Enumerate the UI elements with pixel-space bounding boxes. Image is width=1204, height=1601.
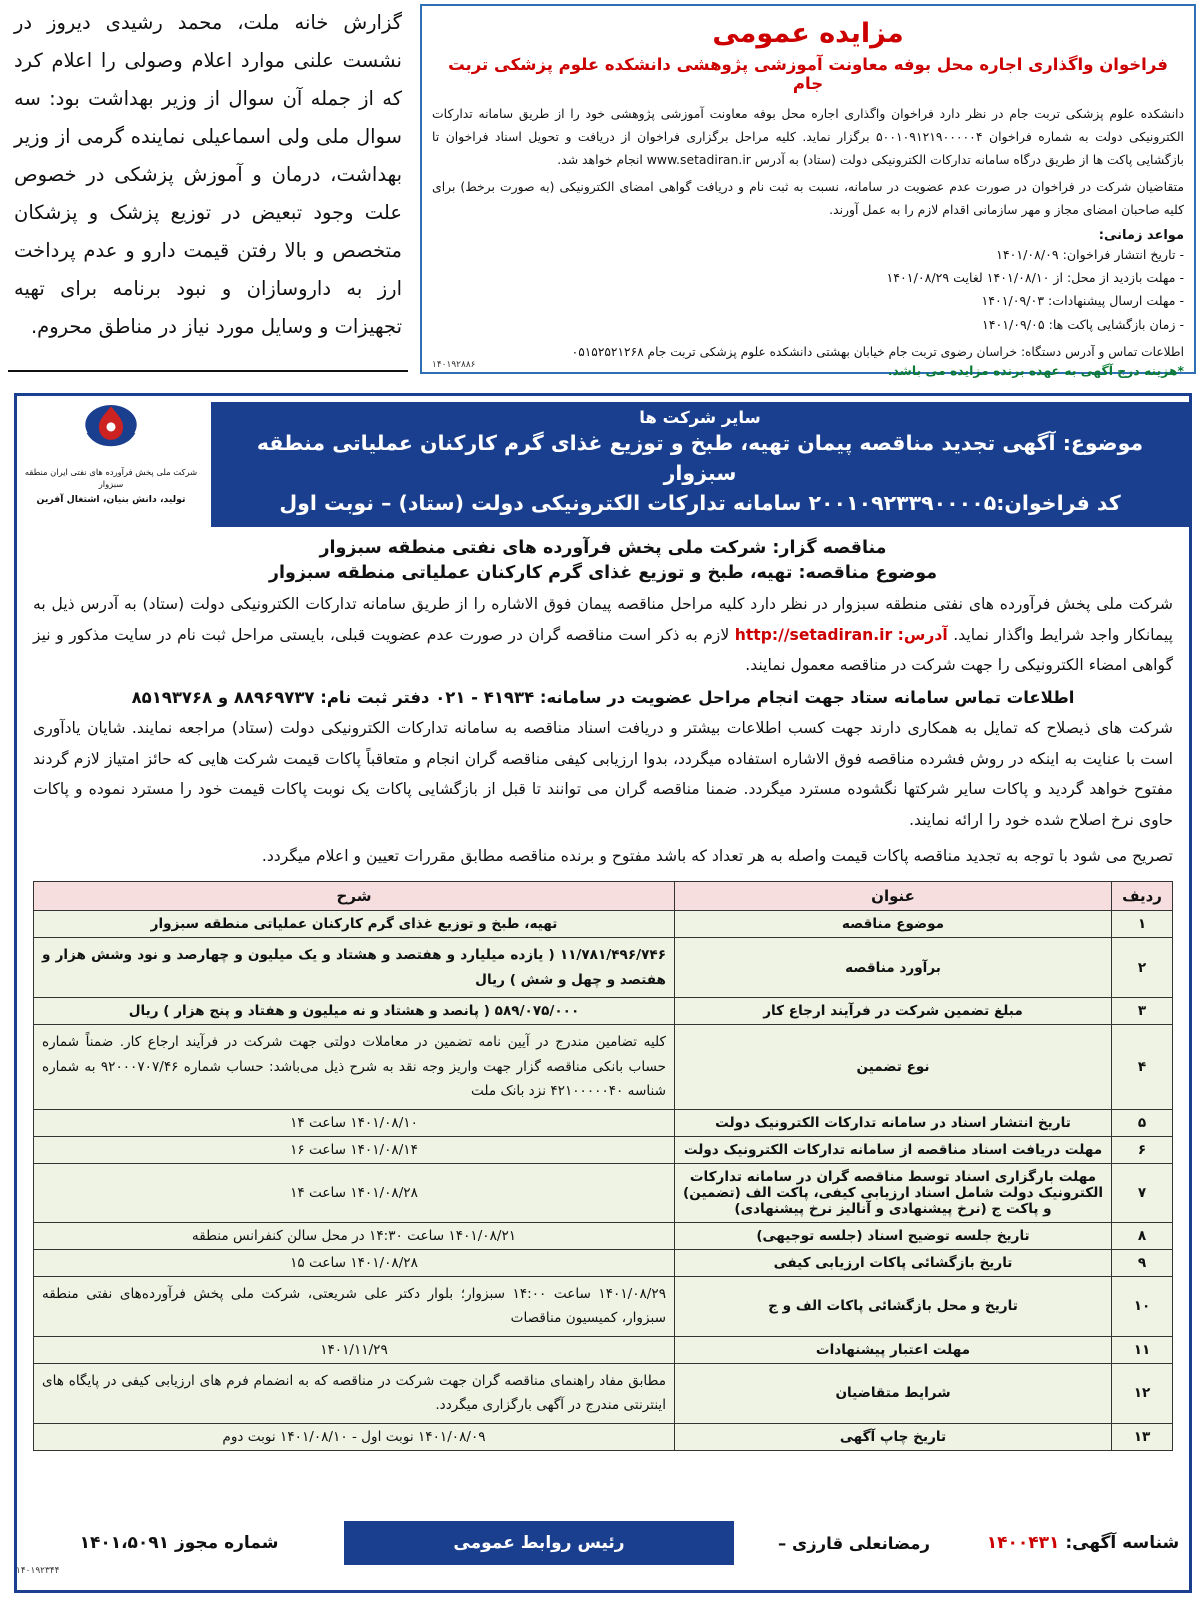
cell-onvan: شرایط متقاضیان <box>675 1363 1112 1423</box>
auction-times-title: مواعد زمانی: <box>1098 227 1184 243</box>
header-onvan: عنوان <box>675 882 1112 911</box>
header-radif: ردیف <box>1112 882 1173 911</box>
company-logo-block <box>17 396 205 527</box>
setad-contact-line: اطلاعات تماس سامانه ستاد جهت انجام مراحل عضویت در سامانه: ۴۱۹۳۴ - ۰۲۱ دفتر ثبت نام: ۸۸۹۶۹۷۳۷ و ۸۵۱۹۳۷۶۸ <box>131 688 1075 708</box>
company-slogan: تولید، دانش بنیان، اشتغال آفرین <box>36 494 186 506</box>
cell-onvan: مهلت اعتبار پیشنهادات <box>675 1336 1112 1363</box>
cell-onvan: تاریخ انتشار اسناد در سامانه تدارکات الکترونیک دولت <box>675 1109 1112 1136</box>
tender-headline-banner <box>211 402 1189 527</box>
cell-radif: ۱ <box>1112 911 1173 938</box>
cell-radif: ۴ <box>1112 1025 1173 1109</box>
table-body <box>34 911 1173 1450</box>
cell-radif: ۷ <box>1112 1163 1173 1222</box>
footer-ref-code: ۱۴۰۱۹۲۳۴۴ <box>16 1566 60 1576</box>
table-row <box>34 938 1173 998</box>
tender-address-label: آدرس: <box>897 625 948 644</box>
auction-body-2 <box>432 176 1184 222</box>
table-row <box>34 998 1173 1025</box>
auction-time-item: - مهلت بازدید از محل: از ۱۴۰۱/۰۸/۱۰ لغایت ۱۴۰۱/۰۸/۲۹ <box>886 269 1184 285</box>
cell-sharh: کلیه تضامین مندرج در آیین نامه تضمین در معاملات دولتی جهت شرکت در فرآیند ارجاع کار. ضمناً شماره حساب بانکی مناقصه گزار جهت واریز وجه نقد به شرح ذیل می‌باشد: حساب شماره ۹۲۰۰۰۷۰۷/۴۶ به شماره شناسه ۴۲۱۰۰۰۰۰۴۰ نزد بانک ملت <box>34 1025 675 1109</box>
signatory-name: رمضانعلی قارزی – <box>778 1533 930 1553</box>
news-column <box>8 0 408 372</box>
cell-onvan: برآورد مناقصه <box>675 938 1112 998</box>
table-row <box>34 1336 1173 1363</box>
auction-time-item: - زمان بازگشایی پاکت ها: ۱۴۰۱/۰۹/۰۵ <box>981 316 1184 332</box>
table-header-row <box>34 882 1173 911</box>
table-row <box>34 1136 1173 1163</box>
tender-details-table <box>33 881 1173 1450</box>
cell-sharh: ۱۴۰۱/۰۸/۲۱ ساعت ۱۴:۳۰ در محل سالن کنفرانس منطقه <box>34 1222 675 1249</box>
permit-number: شماره مجوز ۱۴۰۱،۵۰۹۱ <box>79 1533 279 1553</box>
cell-onvan: موضوع مناقصه <box>675 911 1112 938</box>
cell-radif: ۲ <box>1112 938 1173 998</box>
tender-body <box>17 527 1189 1456</box>
auction-title: مزایده عمومی <box>712 18 904 49</box>
cell-radif: ۳ <box>1112 998 1173 1025</box>
auction-paragraph-2: متقاضیان شرکت در فراخوان در صورت عدم عضویت در سامانه، نسبت به ثبت نام و دریافت گواهی امضای الکترونیکی (به صورت برخط) برای کلیه صاحبان امضای مجاز و مهر سازمانی اقدام لازم را به عمل آورند. <box>432 178 1184 217</box>
auction-paragraph-1: دانشکده علوم پزشکی تربت جام در نظر دارد فراخوان واگذاری اجاره محل بوفه معاونت آموزشی پژوهشی خود را از طریق سامانه تدارکات الکترونیکی دولت به شماره فراخوان ۵۰۰۱۰۹۱۲۱۹۰۰۰۰۰۴ برگزار نماید. کلیه مراحل برگزاری فراخوان از دریافت و تحویل اسناد فراخوان تا بازگشایی پاکت ها از طریق درگاه سامانه تدارکات الکترونیکی دولت (ستاد) به آدرس www.setadiran.ir انجام خواهد شد. <box>432 106 1184 167</box>
public-relations-title <box>344 1521 734 1565</box>
cell-sharh: ۱۴۰۱/۰۸/۱۰ ساعت ۱۴ <box>34 1109 675 1136</box>
cell-onvan: تاریخ جلسه توضیح اسناد (جلسه توجیهی) <box>675 1222 1112 1249</box>
cell-radif: ۶ <box>1112 1136 1173 1163</box>
cell-radif: ۱۲ <box>1112 1363 1173 1423</box>
auction-subtitle: فراخوان واگذاری اجاره محل بوفه معاونت آموزشی پژوهشی دانشکده علوم پزشکی تربت جام <box>448 55 1168 93</box>
auction-body <box>432 103 1184 172</box>
tender-headline-2: کد فراخوان:۲۰۰۱۰۹۲۳۳۹۰۰۰۰۵ سامانه تدارکات الکترونیکی دولت (ستاد) – نوبت اول <box>279 491 1121 516</box>
cell-sharh: ۱۴۰۱/۰۸/۲۸ ساعت ۱۴ <box>34 1163 675 1222</box>
tender-paragraph-3: تصریح می شود با توجه به تجدید مناقصه پاکات قیمت واصله به هر تعداد که باشد مفتوح و برنده مناقصه مطابق مقررات تعیین و اعلام میگردد. <box>261 847 1173 866</box>
public-auction-notice <box>420 4 1196 378</box>
company-logo-caption: شرکت ملی پخش فرآورده های نفتی ایران منطقه سبزوار <box>24 467 198 490</box>
cell-onvan: مهلت بارگزاری اسناد توسط مناقصه گران در سامانه تدارکات الکترونیک دولت شامل اسناد ارزیابی کیفی، پاکت الف (تضمین) و پاکت ج (نرخ پیشنهادی و آنالیز نرخ پیشنهادی) <box>675 1163 1112 1222</box>
cell-onvan: نوع تضمین <box>675 1025 1112 1109</box>
auction-cost-note: *هزینه درج آگهی به عهده برنده مزایده می باشد. <box>887 362 1184 378</box>
cell-onvan: مهلت دریافت اسناد مناقصه از سامانه تدارکات الکترونیک دولت <box>675 1136 1112 1163</box>
pr-prefix: رئیس <box>577 1533 625 1553</box>
cell-sharh: تهیه، طبخ و توزیع غذای گرم کارکنان عملیاتی منطقه سبزوار <box>34 911 675 938</box>
auction-contact: اطلاعات تماس و آدرس دستگاه: خراسان رضوی تربت جام خیابان بهشتی دانشکده علوم پزشکی تربت جام ۰۵۱۵۲۵۲۱۲۶۸ <box>571 344 1184 359</box>
tender-organizer-label: مناقصه گزار: <box>772 538 887 559</box>
tender-subject-value: تهیه، طبخ و توزیع غذای گرم کارکنان عملیاتی منطقه سبزوار <box>268 563 793 584</box>
advert-id-label: شناسه آگهی: <box>1065 1533 1180 1553</box>
table-row <box>34 1276 1173 1336</box>
tender-organizer-value: شرکت ملی پخش فرآورده های نفتی منطقه سبزوار <box>319 538 767 559</box>
auction-time-item: - تاریخ انتشار فراخوان: ۱۴۰۱/۰۸/۰۹ <box>996 246 1184 262</box>
cell-radif: ۱۱ <box>1112 1336 1173 1363</box>
tender-header <box>17 396 1189 527</box>
advert-id <box>974 1521 1192 1565</box>
auction-time-item: - مهلت ارسال پیشنهادات: ۱۴۰۱/۰۹/۰۳ <box>981 293 1184 309</box>
table-row <box>34 911 1173 938</box>
cell-sharh: ۵۸۹/۰۷۵/۰۰۰ ( پانصد و هشتاد و نه میلیون و هفتاد و پنج هزار ) ریال <box>34 998 675 1025</box>
tender-subject-line <box>33 563 1173 583</box>
table-row <box>34 1025 1173 1109</box>
table-row <box>34 1222 1173 1249</box>
advert-id-value: ۱۴۰۰۴۳۱ <box>986 1533 1060 1553</box>
npc-logo-icon <box>73 402 149 464</box>
tender-paragraph-1 <box>33 589 1173 680</box>
tender-organizer-line <box>33 538 1173 558</box>
tender-subject-label: موضوع مناقصه: <box>798 563 938 584</box>
pr-label: روابط عمومی <box>453 1533 572 1553</box>
cell-radif: ۹ <box>1112 1249 1173 1276</box>
table-row <box>34 1423 1173 1450</box>
cell-onvan: تاریخ بازگشائی پاکات ارزیابی کیفی <box>675 1249 1112 1276</box>
cell-sharh: ۱۱/۷۸۱/۴۹۶/۷۴۶ ( یازده میلیارد و هفتصد و هشتاد و یک میلیون و چهارصد و نود وشش هزار و هفتصد و چهل و شش ) ریال <box>34 938 675 998</box>
cell-sharh: ۱۴۰۱/۱۱/۲۹ <box>34 1336 675 1363</box>
table-row <box>34 1363 1173 1423</box>
tender-paragraph-1-part-a: شرکت ملی پخش فرآورده های نفتی منطقه سبزوار در نظر دارد کلیه مراحل مناقصه پیمان فوق الاشاره را از طریق سامانه تدارکات الکترونیکی دولت (ستاد) به آدرس ذیل به پیمانکار واجد شرایط واگذار نماید. <box>33 595 1173 644</box>
header-sharh: شرح <box>34 882 675 911</box>
cell-radif: ۱۰ <box>1112 1276 1173 1336</box>
tender-paragraph-1-part-b: لازم به ذکر است مناقصه گران در صورت عدم عضویت قبلی، بایستی مراحل ثبت نام در سایت مذکور و نیز گواهی امضاء الکترونیکی را جهت شرکت در مناقصه معمول نمایند. <box>33 625 1173 674</box>
tender-headline-1: موضوع: آگهی تجدید مناقصه پیمان تهیه، طبخ و توزیع غذای گرم کارکنان عملیاتی منطقه سبزوار <box>256 431 1144 485</box>
cell-onvan: مبلغ تضمین شرکت در فرآیند ارجاع کار <box>675 998 1112 1025</box>
table-row <box>34 1109 1173 1136</box>
tender-address-url[interactable]: http://setadiran.ir <box>734 625 893 644</box>
other-companies-label: سایر شرکت ها <box>639 408 761 427</box>
auction-times-list <box>432 243 1184 336</box>
auction-ref-code: ۱۴۰۱۹۲۸۸۶ <box>432 360 476 370</box>
cell-onvan: تاریخ چاپ آگهی <box>675 1423 1112 1450</box>
tender-paragraph-2: شرکت های ذیصلاح که تمایل به همکاری دارند جهت کسب اطلاعات بیشتر و دریافت اسناد مناقصه به سامانه تدارکات الکترونیکی دولت (ستاد) مراجعه نمایند. شایان یادآوری است با عنایت به اینکه در روش فشرده مناقصه فوق الاشاره استفاده میگردد، بدوا ارزیابی کیفی مناقصه گران انجام و متعاقباً پاکات قیمت شرکت هایی که حائز امتیاز لازم گردند مفتوح خواهد گردید و پاکات سایر شرکتها نگشوده مسترد میگردد. ضمنا مناقصه گران می توانند تا قبل از بازگشایی پاکات یک نوبت پاکات قیمت خود را مسترد نموده و پاکات حاوی نرخ اصلاح شده خود را ارائه نمایند. <box>33 719 1173 829</box>
cell-sharh: ۱۴۰۱/۰۸/۲۸ ساعت ۱۵ <box>34 1249 675 1276</box>
cell-sharh: ۱۴۰۱/۰۸/۰۹ نوبت اول - ۱۴۰۱/۰۸/۱۰ نوبت دوم <box>34 1423 675 1450</box>
news-text: گزارش خانه ملت، محمد رشیدی دیروز در نشست علنی موارد اعلام وصولی را اعلام کرد که از جمله آن سوال از وزیر بهداشت بود: سه سوال ملی ولی اسماعیلی نماینده گرمی از وزیر بهداشت، درمان و آموزش پزشکی در خصوص علت وجود تبعیض در توزیع پزشک و پزشکان متخصص و بالا رفتن قیمت دارو و عدم پرداخت ارز به داروسازان و نبود برنامه برای تهیه تجهیزات و وسایل مورد نیاز در مناطق محروم. <box>14 11 402 339</box>
tender-advertisement <box>14 393 1192 1593</box>
cell-sharh: ۱۴۰۱/۰۸/۱۴ ساعت ۱۶ <box>34 1136 675 1163</box>
cell-onvan: تاریخ و محل بازگشائی پاکات الف و ج <box>675 1276 1112 1336</box>
cell-sharh: ۱۴۰۱/۰۸/۲۹ ساعت ۱۴:۰۰ سبزوار؛ بلوار دکتر علی شریعتی، شرکت ملی پخش فرآورده‌های نفتی منطقه سبزوار، کمیسیون مناقصات <box>34 1276 675 1336</box>
advert-footer <box>14 1521 1192 1565</box>
cell-radif: ۱۳ <box>1112 1423 1173 1450</box>
cell-radif: ۵ <box>1112 1109 1173 1136</box>
cell-sharh: مطابق مفاد راهنمای مناقصه گران جهت شرکت در مناقصه که به انضمام فرم های ارزیابی کیفی در پایگاه های اینترنتی مندرج در آگهی بارگزاری میگردد. <box>34 1363 675 1423</box>
table-row <box>34 1249 1173 1276</box>
table-row <box>34 1163 1173 1222</box>
cell-radif: ۸ <box>1112 1222 1173 1249</box>
